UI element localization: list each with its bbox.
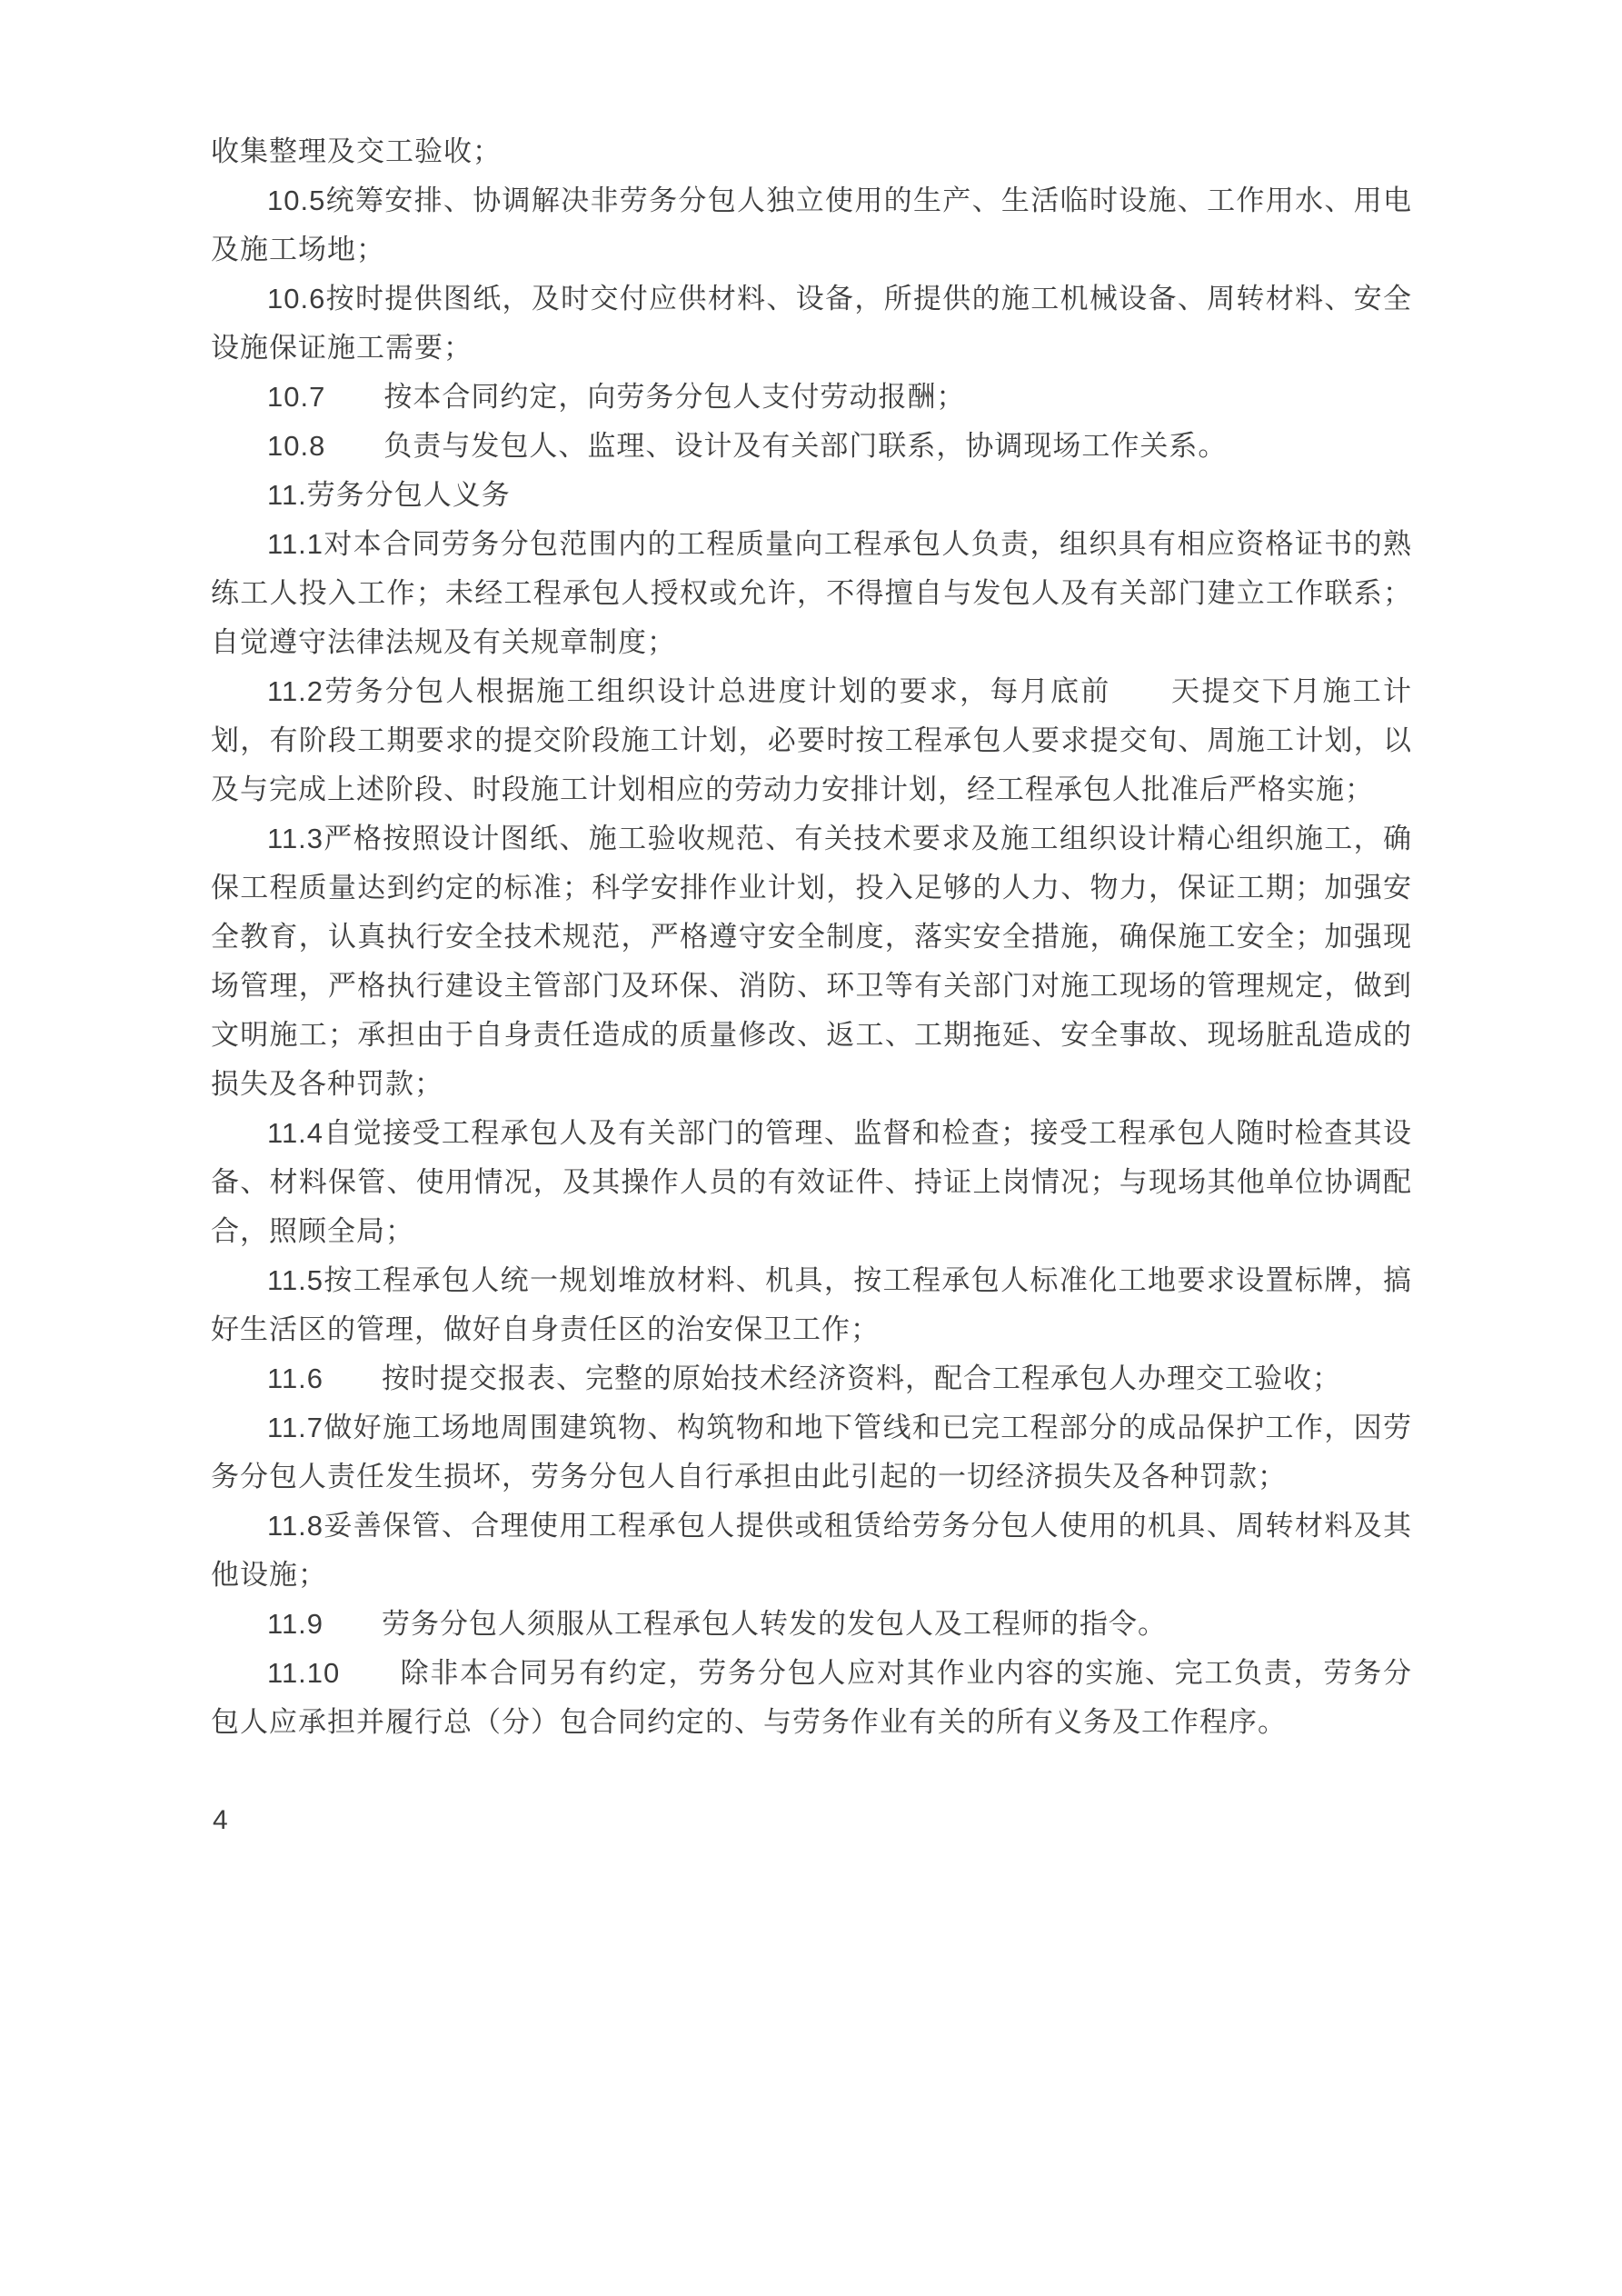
paragraph-clause-11-1: 11.1对本合同劳务分包范围内的工程质量向工程承包人负责，组织具有相应资格证书的熟练工人投入工作；未经工程承包人授权或允许，不得擅自与发包人及有关部门建立工作联系； 自觉遵守法律法规及有关规章制度； xyxy=(211,528,1412,658)
page-number: 4 xyxy=(213,1805,228,1835)
paragraph-clause-10-6: 10.6按时提供图纸，及时交付应供材料、设备，所提供的施工机械设备、周转材料、安全设施保证施工需要； xyxy=(211,283,1412,364)
paragraph-clause-10-7: 10.7 按本合同约定，向劳务分包人支付劳动报酬； xyxy=(267,381,966,413)
paragraph-clause-11-2: 11.2劳务分包人根据施工组织设计总进度计划的要求，每月底前 天提交下月施工计划，有阶段工期要求的提交阶段施工计划，必要时按工程承包人要求提交旬、周施工计划，以及与完成上述阶段、时段施工计划相应的劳动力安排计划，经工程承包人批准后严格实施； xyxy=(211,675,1412,805)
paragraph-clause-11-10: 11.10 除非本合同另有约定，劳务分包人应对其作业内容的实施、完工负责，劳务分包人应承担并履行总（分）包合同约定的、与劳务作业有关的所有义务及工作程序。 xyxy=(211,1657,1412,1738)
paragraph-heading-11: 11.劳务分包人义务 xyxy=(267,479,511,511)
paragraph-clause-11-5: 11.5按工程承包人统一规划堆放材料、机具，按工程承包人标准化工地要求设置标牌，搞好生活区的管理，做好自身责任区的治安保卫工作； xyxy=(211,1264,1412,1345)
paragraph-clause-10-8: 10.8 负责与发包人、监理、设计及有关部门联系，协调现场工作关系。 xyxy=(267,430,1228,462)
paragraph-clause-11-7: 11.7做好施工场地周围建筑物、构筑物和地下管线和已完工程部分的成品保护工作，因劳务分包人责任发生损坏，劳务分包人自行承担由此引起的一切经济损失及各种罚款； xyxy=(211,1412,1412,1492)
paragraph-clause-11-8: 11.8妥善保管、合理使用工程承包人提供或租赁给劳务分包人使用的机具、周转材料及其他设施； xyxy=(211,1510,1412,1591)
paragraph-clause-10-5: 10.5统筹安排、协调解决非劳务分包人独立使用的生产、生活临时设施、工作用水、用电及施工场地； xyxy=(211,185,1412,265)
paragraph-clause-11-9: 11.9 劳务分包人须服从工程承包人转发的发包人及工程师的指令。 xyxy=(267,1608,1168,1640)
paragraph-continuation: 收集整理及交工验收； xyxy=(211,135,502,167)
document-body xyxy=(211,127,1412,1747)
paragraph-clause-11-3: 11.3严格按照设计图纸、施工验收规范、有关技术要求及施工组织设计精心组织施工，确保工程质量达到约定的标准；科学安排作业计划，投入足够的人力、物力，保证工期；加强安全教育，认真执行安全技术规范，严格遵守安全制度，落实安全措施，确保施工安全；加强现场管理，严格执行建设主管部门及环保、消防、环卫等有关部门对施工现场的管理规定，做到文明施工；承担由于自身责任造成的质量修改、返工、工期拖延、安全事故、现场脏乱造成的损失及各种罚款； xyxy=(211,823,1412,1100)
paragraph-clause-11-6: 11.6 按时提交报表、完整的原始技术经济资料，配合工程承包人办理交工验收； xyxy=(267,1363,1342,1394)
paragraph-clause-11-4: 11.4自觉接受工程承包人及有关部门的管理、监督和检查；接受工程承包人随时检查其设备、材料保管、使用情况，及其操作人员的有效证件、持证上岗情况；与现场其他单位协调配合，照顾全局； xyxy=(211,1117,1412,1247)
